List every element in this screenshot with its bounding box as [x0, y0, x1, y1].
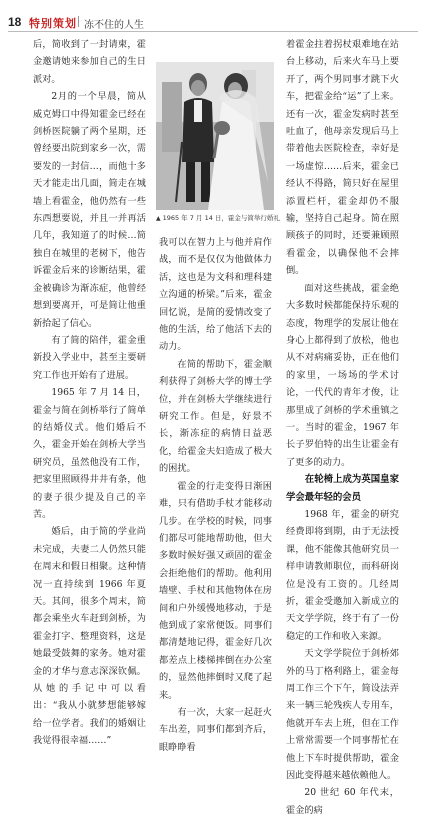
- photo-caption: [156, 213, 278, 222]
- paragraph: 有了简的陪伴，霍金重新投入学业中，甚至主要研究工作也开始有了进展。: [33, 334, 146, 381]
- section-subheading: 在轮椅上成为英国皇家学会最年轻的会员: [286, 474, 399, 503]
- paragraph: 2月的一个早晨，简从威克姆口中得知霍金已经在剑桥医院躺了两个星期，还曾经要出院到家乡一次，需要发的一封信…，而他十多天才能走出几面，简走在城墙上看霍金，他仍然有一些东西想要说，并且一并再活几年，我知道了的时候…简独自在城里的老树下，他告诉霍金后来的诊断结果，霍金被确诊为渐冻症，他曾经想到要离开，可是简让他重新拾起了信心。: [33, 91, 146, 329]
- photo-caption-text: 1965 年 7 月 14 日，霍金与简举行婚礼: [162, 214, 280, 222]
- paragraph: 有一次，大家一起赶火车出差，同事们都到齐后，眼睁睁看: [159, 706, 272, 753]
- paragraph: 婚后，由于简的学业尚未完成，夫妻二人仍然只能在周末和假日相聚。这种情况一直持续到 1966 年夏天。其间，很多个周末，简都会乘坐火车赶到剑桥，为霍金打字、整理资料，这是她最受鼓舞的家务。她对霍金的才华与意志深深钦佩。从她的手记中可以看出：“我从小就梦想能够嫁给一位学者。我们的婚姻让我觉得很幸福……”: [33, 526, 146, 747]
- paragraph: 1968 年，霍金的研究经费即将到期，由于无法授课，他不能像其他研究员一样申请教师职位，而科研岗位是没有工资的。几经周折，霍金受邀加入新成立的天文学学院，终于有了一份稳定的工作和收入来源。: [286, 508, 399, 642]
- paragraph: 天文学学院位于剑桥郊外的马丁格利路上，霍金每周工作三个下午，简设法弄来一辆三轮残疾人专用车，他就开车去上班，但在工作上常常需要一个同事帮忙在他上下车时提供帮助，霍金因此变得越来越依赖他人。: [286, 648, 399, 782]
- header-divider: [78, 16, 79, 27]
- paragraph: 20 世纪 60 年代末，霍金的病: [286, 787, 399, 816]
- header-subtitle: 冻不住的人生: [84, 20, 144, 31]
- page-header: [0, 0, 427, 34]
- text-column-2: [159, 234, 272, 753]
- header-rule: [8, 31, 418, 32]
- paragraph: 后，简收到了一封请柬，霍金邀请她来参加自己的生日派对。: [33, 39, 146, 85]
- paragraph: 在简的帮助下，霍金顺利获得了剑桥大学的博士学位，并在剑桥大学继续进行研究工作。但是，好景不长，渐冻症的病情日益恶化，给霍金夫妇造成了极大的困扰。: [159, 358, 272, 475]
- text-column-1: [33, 36, 146, 747]
- text-column-3: [286, 36, 399, 816]
- page-number: 18: [8, 15, 22, 29]
- paragraph: 1965 年 7 月 14 日，霍金与简在剑桥举行了简单的结婚仪式。他们婚后不久，霍金开始在剑桥大学当研究员，虽然他没有工作，把家里照顾得井井有条，他的妻子很少提及自己的辛苦。: [33, 387, 146, 520]
- paragraph: 霍金的行走变得日渐困难，只有借助手杖才能移动几步。在学校的时候，同事们都尽可能地帮助他，但大多数时候好强又顽固的霍金会拒绝他们的帮助。他利用墙壁、手杖和其他物体在房间和户外缓慢地移动，于是他到成了家常便饭。同事们都清楚地记得，霍金好几次都差点上楼梯摔倒在办公室的，显然他摔倒时又爬了起来。: [159, 480, 272, 701]
- paragraph: 面对这些挑战，霍金绝大多数时候都能保持乐观的态度，物理学的发展让他在身心上都得到了放松，他也从不对病痛妥协，正在他们的家里，一场场的学术讨论，一代代的青年才俊，让那里成了剑桥的学术重镇之一。当时的霍金，1967 年长子罗伯特的出生让霍金有了更多的动力。: [286, 282, 399, 468]
- triangle-bullet-icon: ▲: [156, 215, 161, 222]
- wedding-photo-image: [156, 62, 274, 210]
- section-title: 特别策划: [29, 17, 77, 30]
- wedding-photo: [156, 62, 274, 210]
- paragraph: 我可以在智力上与他并肩作战，而不是仅仅为他做体力活，这也是为文科和理科建立沟通的桥梁。”后来，霍金回忆说，是简的爱情改变了他的生活，给了他活下去的动力。: [159, 237, 272, 353]
- paragraph: 着霍金拄着拐杖艰难地在站台上移动，后来火车马上要开了，两个男同事才跳下火车，把霍金给“运”了上来。还有一次，霍金发病时甚至吐血了，他母亲发现后马上带着他去医院检查，幸好是一场虚惊……后来，霍金已经认不得路，简只好在屋里添置栏杆，霍金却仍不服输，坚持自己起身。简在照顾孩子的同时，还要兼顾照看霍金，以确保他不会摔倒。: [286, 39, 399, 277]
